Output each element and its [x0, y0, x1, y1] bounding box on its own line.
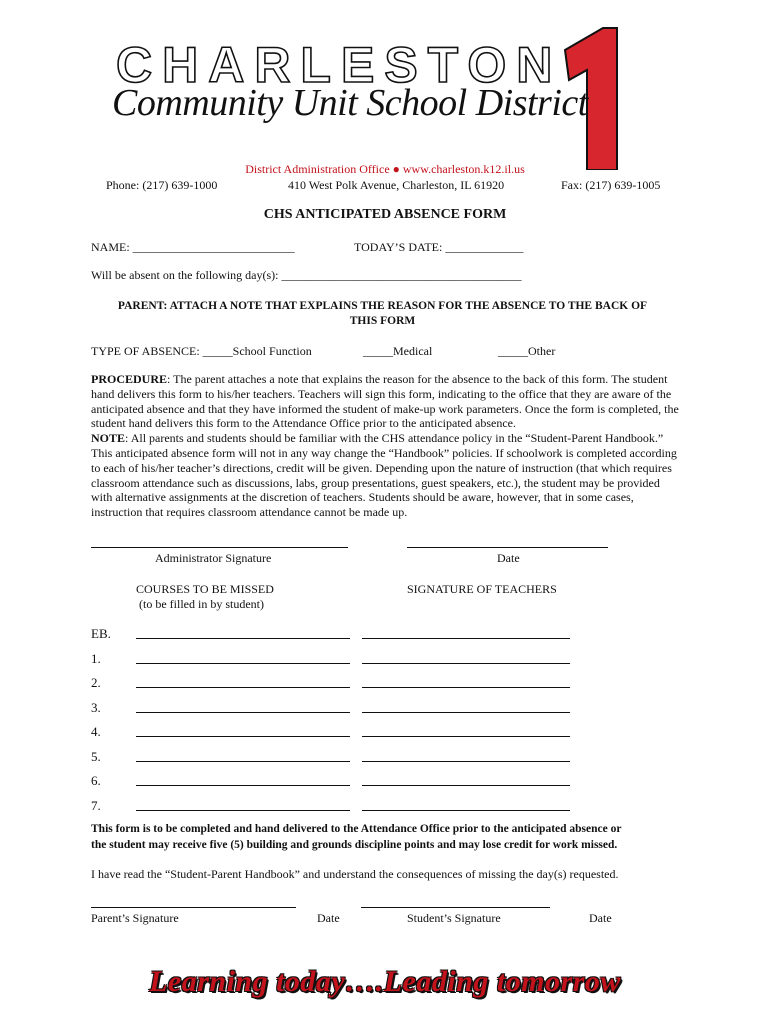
teacher-signature-line[interactable]: [362, 687, 570, 688]
absence-days-field[interactable]: Will be absent on the following day(s): ________________________________________: [91, 268, 522, 282]
parent-note-line-1: PARENT: ATTACH A NOTE THAT EXPLAINS THE REASON FOR THE ABSENCE TO THE BACK OF: [117, 300, 648, 312]
course-name-line[interactable]: [136, 810, 350, 811]
course-row-label: 7.: [91, 798, 101, 813]
district-name: Community Unit School District: [112, 82, 588, 124]
procedure-label: PROCEDURE: [91, 372, 168, 386]
office-address: 410 West Polk Avenue, Charleston, IL 61920: [288, 178, 505, 192]
teacher-signature-line[interactable]: [362, 712, 570, 713]
teacher-signature-line[interactable]: [362, 736, 570, 737]
course-row-label: 2.: [91, 675, 101, 690]
student-signature-label: Student’s Signature: [407, 911, 501, 925]
teacher-signature-line[interactable]: [362, 761, 570, 762]
course-name-line[interactable]: [136, 736, 350, 737]
admin-signature-line[interactable]: [91, 547, 348, 548]
phone-number: Phone: (217) 639-1000: [106, 178, 218, 192]
note-label: NOTE: [91, 431, 126, 446]
parent-signature-label: Parent’s Signature: [91, 911, 179, 925]
admin-date-label: Date: [497, 551, 520, 565]
warning-line-2: the student may receive five (5) building and grounds discipline points and may lose credit for work missed.: [91, 839, 618, 851]
course-name-line[interactable]: [136, 712, 350, 713]
teachers-header: SIGNATURE OF TEACHERS: [407, 582, 557, 596]
courses-subheader: (to be filled in by student): [139, 597, 264, 611]
course-name-line[interactable]: [136, 687, 350, 688]
courses-header: COURSES TO BE MISSED: [136, 582, 274, 596]
absence-type-medical[interactable]: _____Medical: [363, 344, 433, 358]
name-field[interactable]: NAME: ___________________________: [91, 240, 295, 254]
student-signature-line[interactable]: [361, 907, 550, 908]
acknowledgement-text: I have read the “Student-Parent Handbook” and understand the consequences of missing the day(s) requested.: [91, 867, 619, 881]
parent-note-line-2: THIS FORM: [349, 315, 416, 327]
course-row-label: EB.: [91, 626, 111, 641]
course-row-label: 5.: [91, 749, 101, 764]
course-name-line[interactable]: [136, 785, 350, 786]
absence-type-school-function[interactable]: TYPE OF ABSENCE: _____School Function: [91, 344, 312, 358]
teacher-signature-line[interactable]: [362, 663, 570, 664]
course-row-label: 4.: [91, 724, 101, 739]
logo-word-text: CHARLESTON: [116, 38, 563, 90]
admin-signature-label: Administrator Signature: [155, 551, 272, 565]
procedure-text: : The parent attaches a note that explains the reason for the absence to the back of this form. The student hand delivers this form to his/her teachers. Teachers will sign this form, indicating to the office that they are aware of the anticipated absence and that they have informed the student of make-up work parameters. Once the form is completed, the student hand delivers this form to the Attendance Office prior to the anticipated absence.: [91, 372, 679, 431]
course-row-label: 6.: [91, 773, 101, 788]
footer-motto: Learning today….Leading tomorrow: [149, 965, 621, 998]
warning-line-1: This form is to be completed and hand delivered to the Attendance Office prior to the anticipated absence or: [91, 823, 622, 835]
form-title: CHS ANTICIPATED ABSENCE FORM: [263, 207, 507, 222]
student-date-label: Date: [589, 911, 612, 925]
teacher-signature-line[interactable]: [362, 785, 570, 786]
admin-date-line[interactable]: [407, 547, 608, 548]
office-line: District Administration Office ● www.charleston.k12.il.us: [245, 162, 525, 176]
teacher-signature-line[interactable]: [362, 638, 570, 639]
course-name-line[interactable]: [136, 638, 350, 639]
note-text: : All parents and students should be familiar with the CHS attendance policy in the “Student-Parent Handbook.” This anticipated absence form will not in any way change the “Handbook” policies. If schoolwork is completed according to each of his/her teacher’s directions, credit will be given. Depending upon the nature of instruction (that which requires classroom attendance such as discussions, labs, group presentations, guest speakers, etc.), the student may be provided with alternative assignments at the discretion of teachers. Students should be aware, however, that in some cases, instruction that requires classroom attendance cannot be made up.: [91, 431, 677, 520]
fax-number: Fax: (217) 639-1005: [561, 178, 661, 192]
course-name-line[interactable]: [136, 663, 350, 664]
course-row-label: 1.: [91, 651, 101, 666]
course-row-label: 3.: [91, 700, 101, 715]
today-date-field[interactable]: TODAY’S DATE: _____________: [354, 240, 524, 254]
absence-type-other[interactable]: _____Other: [498, 344, 556, 358]
parent-signature-line[interactable]: [91, 907, 296, 908]
procedure-paragraph: [91, 372, 679, 520]
teacher-signature-line[interactable]: [362, 810, 570, 811]
course-name-line[interactable]: [136, 761, 350, 762]
parent-date-label: Date: [317, 911, 340, 925]
